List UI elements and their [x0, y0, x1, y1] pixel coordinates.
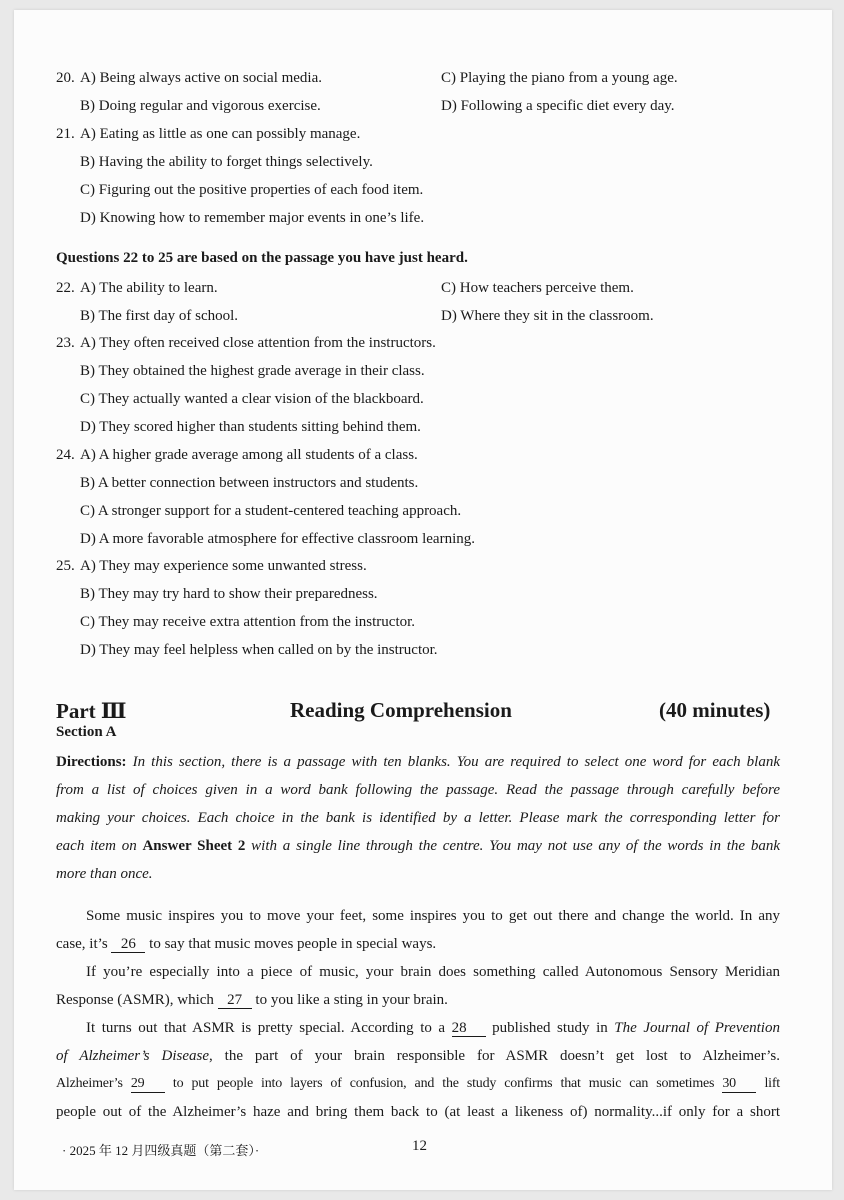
- q21-option-b: B) Having the ability to forget things selectively.: [80, 154, 373, 170]
- q22-option-a-text: A) The ability to learn.: [80, 280, 218, 296]
- exam-page: [14, 10, 832, 1190]
- passage-p2-line-2: [56, 990, 448, 1010]
- footer-exam-label: · 2025 年 12 月四级真题（第二套）·: [62, 1143, 260, 1158]
- p1-line-2-pre: case, it’s: [56, 936, 112, 952]
- passage-p1-line-1: Some music inspires you to move your feet, some inspires you to get out there and change the world. In any: [86, 908, 780, 924]
- q24-option-c: C) A stronger support for a student-centered teaching approach.: [80, 503, 462, 519]
- passage-p3-line-2: [56, 1046, 780, 1066]
- part-label: Part Ⅲ: [56, 699, 127, 723]
- q21-option-a: [56, 124, 360, 144]
- blank-28: 28: [452, 1020, 486, 1037]
- q21-option-a-text: A) Eating as little as one can possibly manage.: [80, 126, 361, 142]
- passage-p3-line-3: [56, 1074, 780, 1094]
- blank-29: 29: [131, 1076, 165, 1093]
- directions-line-4: [56, 836, 780, 856]
- directions-line-2: from a list of choices given in a word bank following the passage. Read the passage through carefully before: [56, 782, 780, 798]
- q23-option-a: [56, 333, 436, 353]
- q22-option-d: D) Where they sit in the classroom.: [441, 308, 654, 324]
- p3-line-1-pre: It turns out that ASMR is pretty special. According to a: [86, 1020, 452, 1036]
- part-title: Reading Comprehension: [290, 698, 512, 722]
- directions-line-1: [56, 752, 780, 772]
- q21-number: 21.: [56, 126, 75, 142]
- q20-option-a-text: A) Being always active on social media.: [80, 70, 323, 86]
- directions-line-4-pre: each item on: [56, 838, 143, 854]
- q23-number: 23.: [56, 335, 75, 351]
- q22-number: 22.: [56, 280, 75, 296]
- page-number: 12: [412, 1138, 427, 1154]
- q23-option-a-text: A) They often received close attention from the instructors.: [80, 335, 436, 351]
- q22-option-b: B) The first day of school.: [80, 308, 239, 324]
- q23-option-b: B) They obtained the highest grade average in their class.: [80, 363, 425, 379]
- p3-line-3-post: lift: [756, 1076, 780, 1091]
- journal-title-part-2: of Alzheimer’s Disease: [56, 1048, 210, 1064]
- q24-option-a: [56, 445, 418, 465]
- directions-line-3: making your choices. Each choice in the bank is identified by a letter. Please mark the corresponding letter for: [56, 810, 780, 826]
- passage-p3-line-1: [86, 1018, 780, 1038]
- p3-line-3-mid: to put people into layers of confusion, and the study confirms that music can sometimes: [164, 1076, 723, 1091]
- q20-number: 20.: [56, 70, 75, 86]
- q25-number: 25.: [56, 558, 75, 574]
- q20-option-d: D) Following a specific diet every day.: [441, 98, 675, 114]
- p3-line-2-post: , the part of your brain responsible for ASMR doesn’t get lost to Alzheimer’s.: [209, 1048, 781, 1064]
- q21-option-d: D) Knowing how to remember major events in one’s life.: [80, 210, 425, 226]
- blank-26: 26: [111, 936, 145, 953]
- q25-option-a: [56, 556, 367, 576]
- q25-option-a-text: A) They may experience some unwanted stress.: [80, 558, 367, 574]
- journal-title-part-1: The Journal of Prevention: [614, 1020, 780, 1036]
- q25-option-d: D) They may feel helpless when called on by the instructor.: [80, 642, 438, 658]
- directions-line-4-post: with a single line through the centre. You may not use any of the words in the bank: [245, 838, 780, 854]
- p1-line-2-post: to say that music moves people in special ways.: [145, 936, 437, 952]
- passage-p3-line-4: people out of the Alzheimer’s haze and bring them back to (at least a likeness of) normality...if only for a short: [56, 1104, 780, 1120]
- passage-p2-line-1: If you’re especially into a piece of music, your brain does something called Autonomous Sensory Meridian: [86, 964, 780, 980]
- directions-label: Directions:: [56, 754, 127, 770]
- blank-30: 30: [722, 1076, 756, 1093]
- p2-line-2-pre: Response (ASMR), which: [56, 992, 218, 1008]
- q24-number: 24.: [56, 447, 75, 463]
- p2-line-2-post: to you like a sting in your brain.: [251, 992, 448, 1008]
- q25-option-c: C) They may receive extra attention from the instructor.: [80, 614, 416, 630]
- q22-option-c: C) How teachers perceive them.: [441, 280, 634, 296]
- q20-option-c: C) Playing the piano from a young age.: [441, 70, 678, 86]
- p3-line-1-mid: published study in: [485, 1020, 615, 1036]
- q20-option-a: [56, 68, 322, 88]
- section-label: Section A: [56, 724, 117, 740]
- q23-option-d: D) They scored higher than students sitting behind them.: [80, 419, 421, 435]
- passage-p1-line-2: [56, 934, 436, 954]
- q21-option-c: C) Figuring out the positive properties of each food item.: [80, 182, 424, 198]
- q24-option-a-text: A) A higher grade average among all students of a class.: [80, 447, 418, 463]
- q22-option-a: [56, 278, 218, 298]
- q25-option-b: B) They may try hard to show their preparedness.: [80, 586, 378, 602]
- answer-sheet-ref: Answer Sheet 2: [142, 838, 246, 854]
- q24-option-d: D) A more favorable atmosphere for effective classroom learning.: [80, 531, 475, 547]
- passage-header: Questions 22 to 25 are based on the passage you have just heard.: [56, 250, 468, 266]
- p3-line-3-pre: Alzheimer’s: [56, 1076, 131, 1091]
- directions-line-1-text: In this section, there is a passage with ten blanks. You are required to select one word for each blank: [132, 754, 781, 770]
- q24-option-b: B) A better connection between instructors and students.: [80, 475, 419, 491]
- blank-27: 27: [218, 992, 252, 1009]
- part-time: (40 minutes): [659, 698, 771, 722]
- q23-option-c: C) They actually wanted a clear vision of the blackboard.: [80, 391, 424, 407]
- q20-option-b: B) Doing regular and vigorous exercise.: [80, 98, 321, 114]
- directions-line-5: more than once.: [56, 866, 153, 882]
